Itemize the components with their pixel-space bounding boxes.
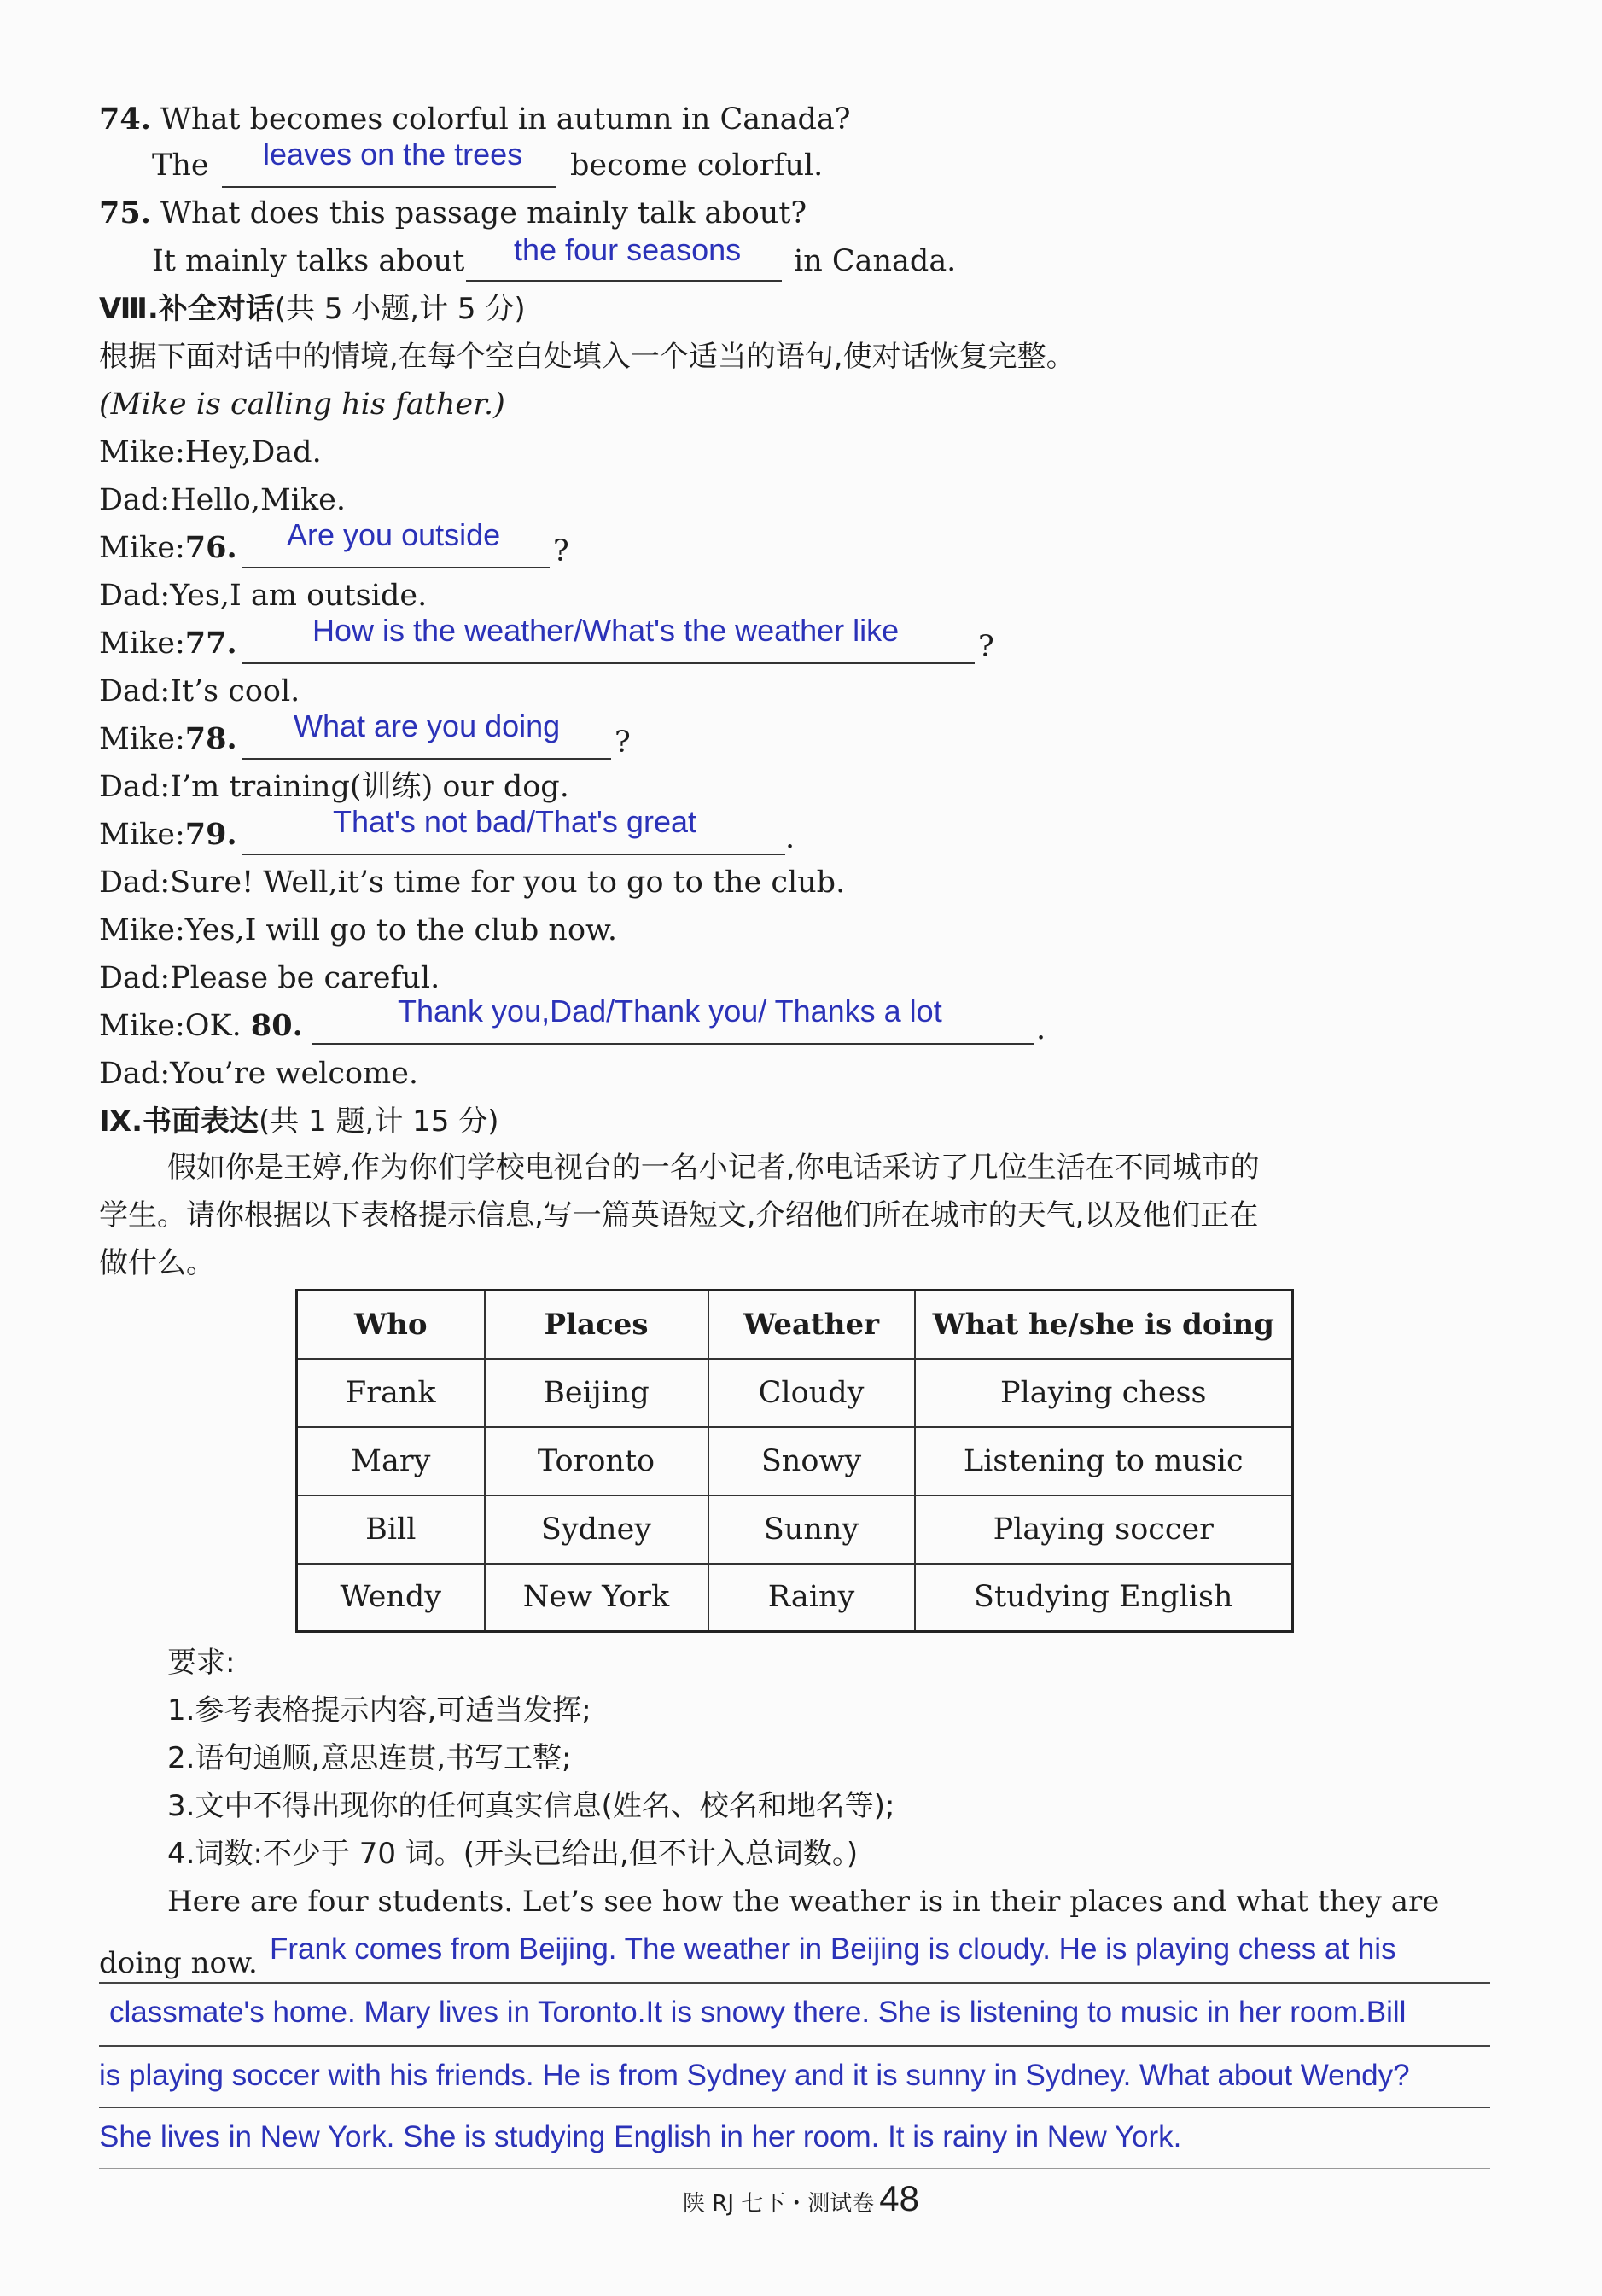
dialogue-line-79: Mike:79.	[99, 817, 237, 852]
essay-line: She lives in New York. She is studying English in her room. It is rainy in New York.	[99, 2120, 1182, 2153]
essay-rule	[99, 1982, 1490, 1984]
table-header: What he/she is doing	[915, 1291, 1293, 1359]
dialogue-line: Dad:I’m training(训练) our dog.	[99, 770, 569, 804]
table-cell: Wendy	[297, 1564, 485, 1632]
table-cell: Snowy	[708, 1427, 915, 1495]
footer-rule	[99, 2168, 1490, 2169]
info-table	[295, 1289, 1294, 1633]
dialogue-line: Mike:Hey,Dad.	[99, 435, 322, 469]
q77-blank	[242, 662, 975, 664]
q74-suffix: become colorful.	[570, 149, 824, 183]
dialogue-line: Dad:Please be careful.	[99, 961, 440, 995]
footer-label: 陕 RJ 七下・测试卷	[683, 2191, 875, 2217]
table-cell: New York	[485, 1564, 708, 1632]
q79-answer: That's not bad/That's great	[333, 804, 696, 839]
q75-answer: the four seasons	[514, 232, 742, 267]
dialogue-line: Dad:Yes,I am outside.	[99, 579, 428, 613]
table-cell: Playing chess	[915, 1359, 1293, 1427]
table-header: Who	[297, 1291, 485, 1359]
q77-end: ?	[978, 630, 994, 664]
section9-prompt-line: 假如你是王婷,作为你们学校电视台的一名小记者,你电话采访了几位生活在不同城市的	[167, 1151, 1260, 1185]
requirement-item: 1.参考表格提示内容,可适当发挥;	[167, 1693, 591, 1728]
table-cell: Studying English	[915, 1564, 1293, 1632]
table-row	[297, 1359, 1293, 1427]
essay-rule	[99, 2045, 1490, 2047]
q80-blank	[312, 1043, 1034, 1045]
q78-blank	[242, 758, 611, 760]
q74-question: 74. What becomes colorful in autumn in Canada?	[99, 102, 851, 137]
dialogue-line: Dad:It’s cool.	[99, 674, 300, 708]
section8-instruction: 根据下面对话中的情境,在每个空白处填入一个适当的语句,使对话恢复完整。	[99, 340, 1075, 374]
q79-blank	[242, 854, 785, 855]
essay-opening: Here are four students. Let’s see how the weather is in their places and what they are	[167, 1885, 1440, 1919]
page-footer	[0, 2178, 1602, 2219]
q75-suffix: in Canada.	[794, 244, 957, 278]
table-header: Weather	[708, 1291, 915, 1359]
table-cell: Sunny	[708, 1495, 915, 1564]
q80-answer: Thank you,Dad/Thank you/ Thanks a lot	[398, 994, 942, 1029]
table-row	[297, 1495, 1293, 1564]
table-cell: Beijing	[485, 1359, 708, 1427]
table-header: Places	[485, 1291, 708, 1359]
dialogue-line: Dad:Sure! Well,it’s time for you to go to the club.	[99, 865, 846, 900]
requirement-item: 4.词数:不少于 70 词。(开头已给出,但不计入总词数。)	[167, 1837, 859, 1871]
table-header-row	[297, 1291, 1293, 1359]
table-cell: Sydney	[485, 1495, 708, 1564]
q75-prefix: It mainly talks about	[152, 244, 465, 278]
q78-end: ?	[615, 726, 631, 760]
dialogue-line-78: Mike:78.	[99, 721, 237, 756]
section8-context: (Mike is calling his father.)	[99, 388, 505, 422]
dialogue-line-77: Mike:77.	[99, 626, 237, 661]
q76-end: ?	[553, 534, 569, 568]
table-cell: Mary	[297, 1427, 485, 1495]
essay-line: classmate's home. Mary lives in Toronto.It is snowy there. She is listening to music in her room.Bill	[109, 1996, 1407, 2029]
dialogue-line: Dad:Hello,Mike.	[99, 483, 347, 517]
essay-line: Frank comes from Beijing. The weather in Beijing is cloudy. He is playing chess at his	[270, 1932, 1396, 1966]
q79-end: .	[785, 821, 795, 855]
section8-heading: Ⅷ.补全对话(共 5 小题,计 5 分)	[99, 292, 526, 326]
table-cell: Frank	[297, 1359, 485, 1427]
requirements-title: 要求:	[167, 1646, 236, 1680]
table-cell: Toronto	[485, 1427, 708, 1495]
q80-end: .	[1036, 1012, 1046, 1046]
table-cell: Cloudy	[708, 1359, 915, 1427]
q75-question: 75. What does this passage mainly talk about?	[99, 195, 807, 230]
q76-answer: Are you outside	[287, 517, 501, 552]
dialogue-line: Mike:Yes,I will go to the club now.	[99, 913, 617, 947]
q74-prefix: The	[152, 149, 209, 183]
table-cell: Bill	[297, 1495, 485, 1564]
table-row	[297, 1427, 1293, 1495]
section9-prompt-line: 学生。请你根据以下表格提示信息,写一篇英语短文,介绍他们所在城市的天气,以及他们正在	[99, 1198, 1259, 1232]
q74-blank	[222, 186, 556, 188]
dialogue-line: Dad:You’re welcome.	[99, 1057, 419, 1091]
section9-prompt-line: 做什么。	[99, 1246, 215, 1280]
table-cell: Rainy	[708, 1564, 915, 1632]
section9-heading: Ⅸ.书面表达(共 1 题,计 15 分)	[99, 1104, 499, 1139]
dialogue-line-80: Mike:OK. 80.	[99, 1008, 303, 1043]
requirement-item: 3.文中不得出现你的任何真实信息(姓名、校名和地名等);	[167, 1789, 895, 1823]
table-cell: Listening to music	[915, 1427, 1293, 1495]
essay-line: is playing soccer with his friends. He is from Sydney and it is sunny in Sydney. What about Wendy?	[99, 2059, 1410, 2092]
essay-rule	[99, 2107, 1490, 2108]
q75-blank	[466, 280, 782, 282]
requirement-item: 2.语句通顺,意思连贯,书写工整;	[167, 1741, 572, 1775]
essay-opening-cont: doing now.	[99, 1946, 258, 1980]
dialogue-line-76: Mike:76.	[99, 530, 237, 565]
table-cell: Playing soccer	[915, 1495, 1293, 1564]
q78-answer: What are you doing	[294, 708, 561, 743]
q74-answer: leaves on the trees	[263, 137, 523, 172]
table-row	[297, 1564, 1293, 1632]
q77-answer: How is the weather/What's the weather like	[312, 613, 900, 648]
q76-blank	[242, 567, 550, 568]
page-number: 48	[879, 2178, 919, 2218]
